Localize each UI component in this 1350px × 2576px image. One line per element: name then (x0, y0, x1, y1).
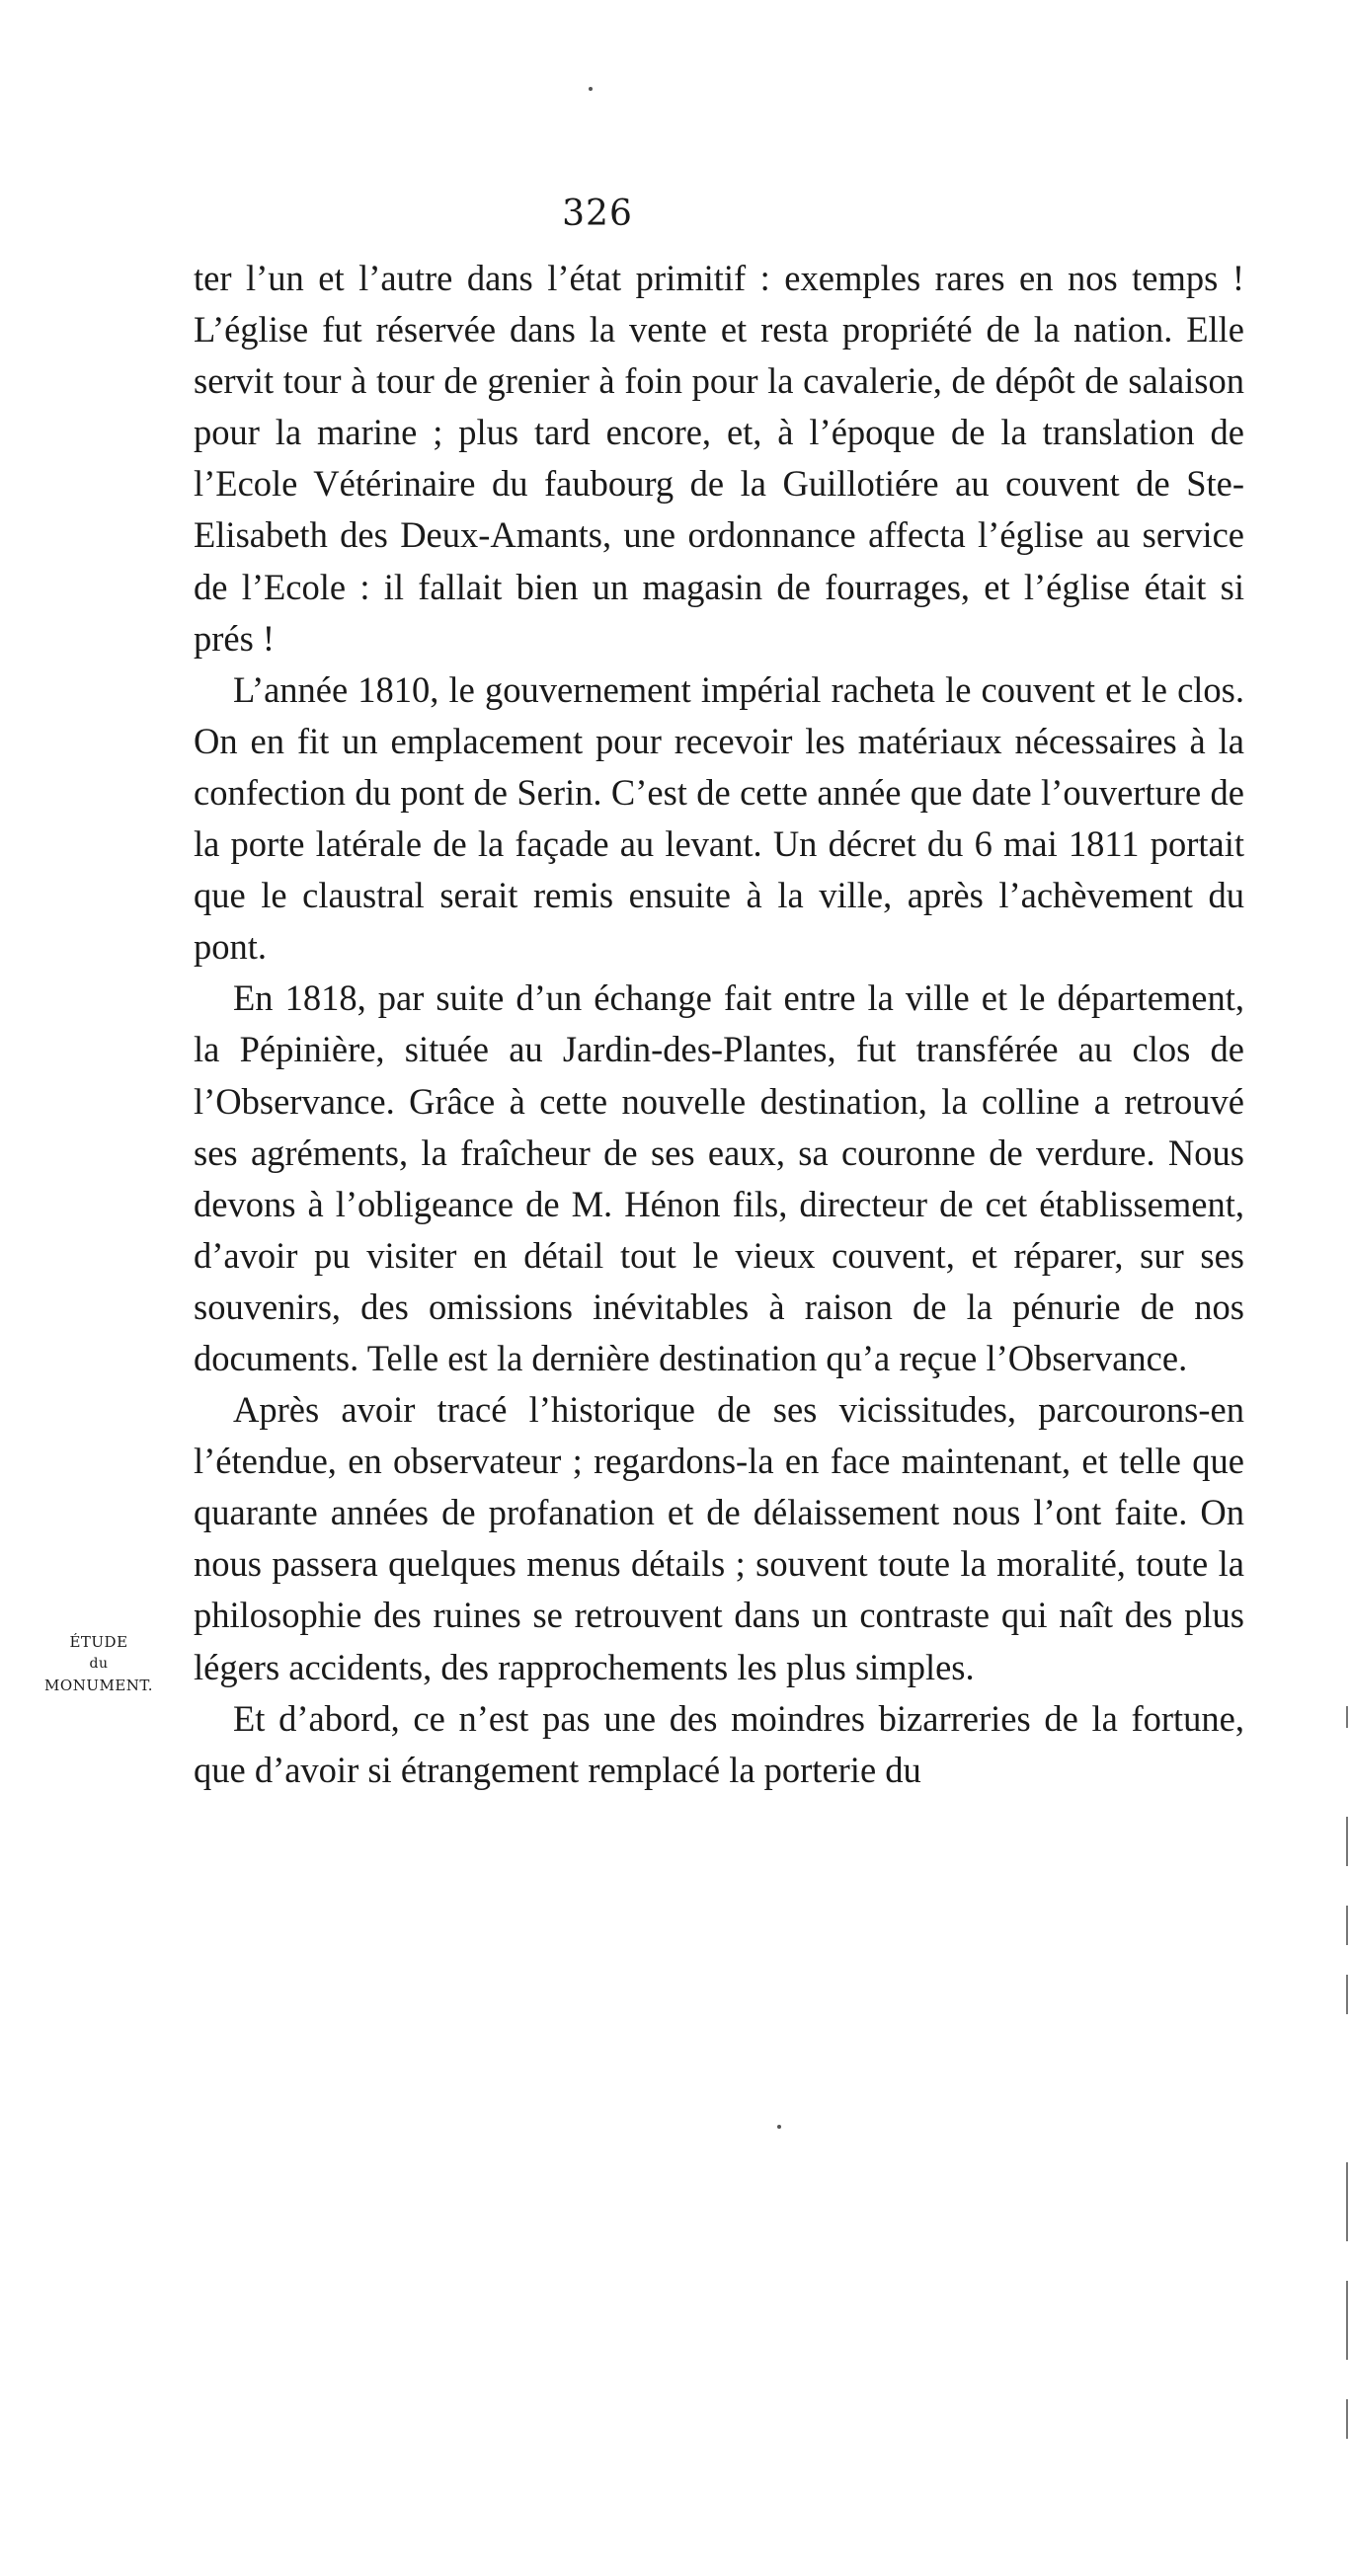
margin-note-line: ÉTUDE (69, 1633, 128, 1651)
scan-edge-mark (1346, 2162, 1348, 2241)
scan-edge-mark (1346, 2399, 1348, 2439)
paragraph: L’année 1810, le gouvernement impérial racheta le couvent et le clos. On en fit un emplacement pour recevoir les matériaux nécessaires à la confection du pont de Serin. C’est de cette année que date l’ouverture de la porte latérale de la façade au levant. Un décret du 6 mai 1811 portait que le claustral serait remis ensuite à la ville, après l’achèvement du pont. (194, 668, 1244, 968)
scan-speck (777, 2125, 781, 2129)
paragraph: Après avoir tracé l’historique de ses vicissitudes, parcourons-en l’étendue, en observateur ; regardons-la en face maintenant, et telle que quarante années de profanation et de délaissement nous l’ont faite. On nous passera quelques menus détails ; souvent toute la moralité, toute la philosophie des ruines se retrouvent dans un contraste qui naît des plus légers accidents, des rapprochements les plus simples. (194, 1389, 1244, 1687)
paragraph: Et d’abord, ce n’est pas une des moindres bizarreries de la fortune, que d’avoir si étrangement remplacé la porterie du (194, 1697, 1244, 1790)
paragraph-continued: ter l’un et l’autre dans l’état primitif : exemples rares en nos temps ! L’église fut réservée dans la vente et resta propriété de la nation. Elle servit tour à tour de grenier à foin pour la cavalerie, de dépôt de salaison pour la marine ; plus tard encore, et, à l’époque de la translation de l’Ecole Vétérinaire du faubourg de la Guillotiére au couvent de Ste-Elisabeth des Deux-Amants, une ordonnance affecta l’église au service de l’Ecole : il fallait bien un magasin de fourrages, et l’église était si prés ! (194, 258, 1244, 659)
scan-speck (589, 87, 593, 91)
margin-note (20, 1631, 178, 1696)
paragraph: En 1818, par suite d’un échange fait entre la ville et le département, la Pépinière, située au Jardin-des-Plantes, fut transférée au clos de l’Observance. Grâce à cette nouvelle destination, la colline a retrouvé ses agréments, la fraîcheur de ses eaux, sa couronne de verdure. Nous devons à l’obligeance de M. Hénon fils, directeur de cet établissement, d’avoir pu visiter en détail tout le vieux couvent, et réparer, sur ses souvenirs, des omissions inévitables à raison de la pénurie de nos documents. Telle est la dernière destination qu’a reçue l’Observance. (194, 977, 1244, 1378)
scan-edge-mark (1346, 2281, 1348, 2360)
scan-edge-mark (1346, 1706, 1348, 1728)
scan-edge-mark (1346, 1975, 1348, 2014)
scan-edge-mark (1346, 1817, 1348, 1866)
page-number: 326 (562, 194, 633, 234)
margin-note-line: du (89, 1656, 109, 1672)
body-text (194, 253, 1244, 1796)
margin-note-line: MONUMENT. (44, 1677, 153, 1694)
scan-edge-mark (1346, 1906, 1348, 1945)
